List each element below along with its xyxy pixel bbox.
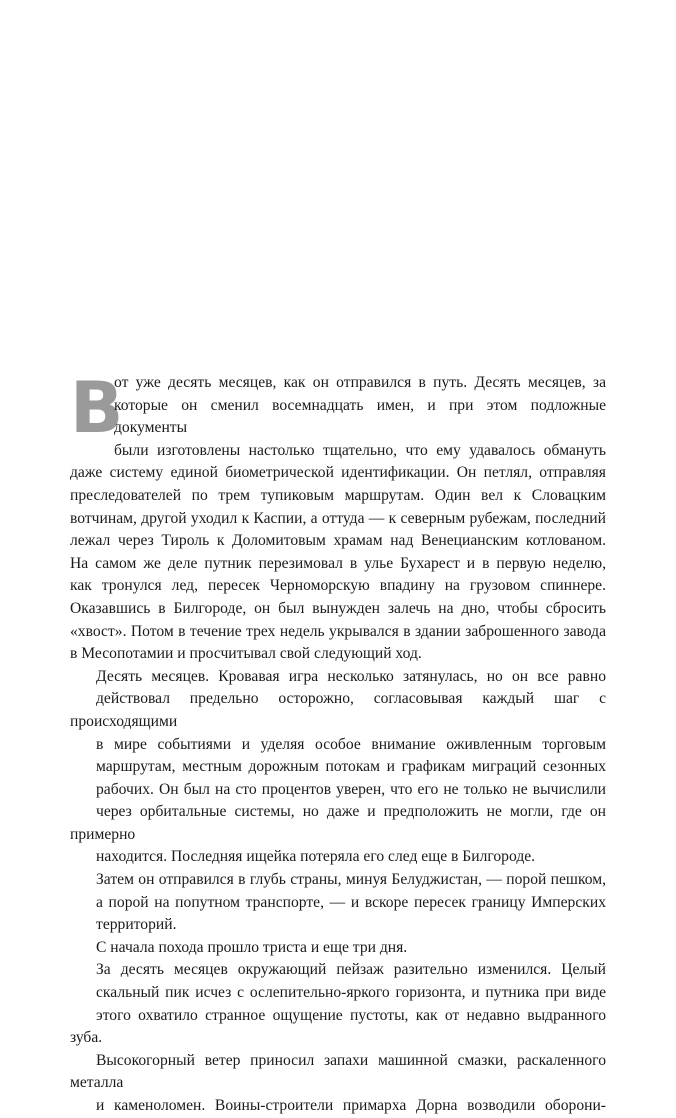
text-line: лежал через Тироль к Доломитовым храмам над Венецианским котлованом. [70,532,606,550]
text-line: этого охватило странное ощущение пустоты, как от недавно выдранного зуба. [70,1006,606,1047]
body-text [70,367,606,1118]
text-line: За десять месяцев окружающий пейзаж разительно изменился. Целый [96,961,606,979]
text-line: в мире событиями и уделяя особое внимание оживленным торговым [96,735,606,753]
text-line: и каменоломен. Воины-строители примарха Дорна возводили оборони- [96,1097,606,1114]
text-line: от уже десять месяцев, как он отправился в путь. Десять месяцев, за [114,374,606,391]
text-line: С начала похода прошло триста и еще три дня. [96,938,408,956]
text-line: Десять месяцев. Кровавая игра несколько затянулась, но он все равно [96,667,606,685]
paragraph-1 [70,367,606,666]
text-line: через орбитальные системы, но даже и предположить не могли, где он примерно [70,803,606,843]
text-line: рабочих. Он был на сто процентов уверен, что его не только не вычислили [96,780,606,798]
text-line: даже систему единой биометрической идентификации. Он петлял, отправляя [70,464,606,482]
text-line: «хвост». Потом в течение трех недель укрывался в здании заброшенного завода [70,622,606,640]
text-line: скальный пик исчез с ослепительно-яркого горизонта, и путника при виде [96,984,606,1002]
text-line: были изготовлены настолько тщательно, что ему удавалось обмануть [114,441,606,459]
paragraph-5 [70,959,606,1117]
text-line: в Месопотамии и просчитывал свой следующий ход. [70,645,422,663]
paragraph-2 [70,666,606,869]
text-line: действовал предельно осторожно, согласовывая каждый шаг с происходящими [70,690,606,730]
text-line: территорий. [96,916,177,934]
text-line: маршрутам, местным дорожным потокам и графикам миграций сезонных [96,758,606,776]
paragraph-4 [70,937,606,960]
text-line: которые он сменил восемнадцать имен, и при этом подложные документы [114,396,606,437]
text-line: преследователей по трем тупиковым маршрутам. Один вел к Словацким [70,486,606,504]
drop-cap: В [70,367,124,449]
text-line: находится. Последняя ищейка потеряла его след еще в Билгороде. [96,848,536,866]
text-line: вотчинам, другой уходил к Каспии, а оттуда — к северным рубежам, последний [70,509,606,527]
paragraph-3 [70,869,606,937]
text-line: Затем он отправился в глубь страны, минуя Белуджистан, — порой пешком, [96,871,606,889]
text-line: как тронулся лед, пересек Черноморскую впадину на грузовом спиннере. [70,577,606,595]
text-line: а порой на попутном транспорте, — и вскоре пересек границу Имперских [96,893,606,911]
text-line: Оказавшись в Билгороде, он был вынужден залечь на дно, чтобы сбросить [70,599,606,617]
text-line: На самом же деле путник перезимовал в улье Бухарест и в первую неделю, [70,554,606,572]
text-line: Высокогорный ветер приносил запахи машинной смазки, раскаленного металла [70,1051,606,1092]
